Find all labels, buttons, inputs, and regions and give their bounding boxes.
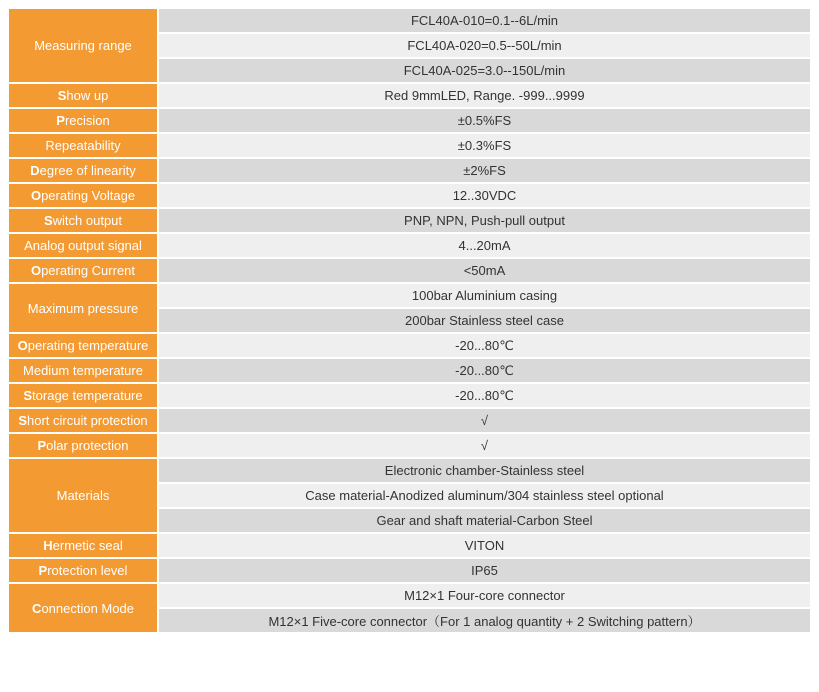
spec-row	[8, 358, 811, 383]
spec-value: ±0.3%FS	[158, 133, 811, 158]
spec-label-text: Repeatability	[45, 138, 121, 153]
spec-row	[8, 533, 811, 558]
spec-row	[8, 433, 811, 458]
spec-label-text: hort circuit protection	[27, 413, 148, 428]
spec-label-initial: S	[18, 413, 27, 428]
spec-label-text: torage temperature	[32, 388, 143, 403]
spec-row	[8, 158, 811, 183]
spec-value: FCL40A-020=0.5--50L/min	[158, 33, 811, 58]
spec-row	[8, 558, 811, 583]
spec-label	[8, 583, 158, 633]
spec-row	[8, 208, 811, 233]
spec-value: √	[158, 433, 811, 458]
spec-table-body	[8, 8, 811, 633]
spec-value: Gear and shaft material-Carbon Steel	[158, 508, 811, 533]
spec-label	[8, 558, 158, 583]
spec-row	[8, 133, 811, 158]
spec-value: 4...20mA	[158, 233, 811, 258]
spec-table	[7, 7, 812, 634]
spec-label	[8, 408, 158, 433]
spec-value: Red 9mmLED, Range. -999...9999	[158, 83, 811, 108]
spec-label-text: Analog output signal	[24, 238, 142, 253]
spec-value: 12..30VDC	[158, 183, 811, 208]
spec-label-text: Medium temperature	[23, 363, 143, 378]
spec-row	[8, 283, 811, 308]
spec-label-initial: D	[30, 163, 40, 178]
spec-row	[8, 233, 811, 258]
spec-label-text: rotection level	[47, 563, 128, 578]
spec-label-initial: H	[43, 538, 53, 553]
spec-label	[8, 233, 158, 258]
spec-value: ±0.5%FS	[158, 108, 811, 133]
spec-row	[8, 408, 811, 433]
spec-row	[8, 8, 811, 33]
spec-label-initial: O	[17, 338, 28, 353]
spec-label	[8, 133, 158, 158]
spec-label	[8, 83, 158, 108]
spec-row	[8, 108, 811, 133]
spec-value: FCL40A-010=0.1--6L/min	[158, 8, 811, 33]
spec-row	[8, 258, 811, 283]
spec-label-text: Measuring range	[34, 38, 132, 53]
spec-row	[8, 183, 811, 208]
spec-label	[8, 358, 158, 383]
spec-label-initial: P	[56, 113, 65, 128]
spec-value: M12×1 Five-core connector（For 1 analog quantity + 2 Switching pattern）	[158, 608, 811, 633]
spec-label	[8, 458, 158, 533]
spec-label	[8, 283, 158, 333]
spec-label	[8, 158, 158, 183]
spec-label-text: recision	[64, 113, 110, 128]
spec-label-initial: O	[30, 263, 42, 278]
spec-label	[8, 208, 158, 233]
spec-label-initial: C	[32, 600, 42, 616]
spec-label-text: ermetic seal	[52, 538, 123, 553]
spec-row	[8, 83, 811, 108]
spec-label	[8, 183, 158, 208]
spec-label-text: perating temperature	[27, 338, 149, 353]
spec-value: PNP, NPN, Push-pull output	[158, 208, 811, 233]
spec-label-text: perating Voltage	[41, 188, 136, 203]
spec-value: FCL40A-025=3.0--150L/min	[158, 58, 811, 83]
spec-value: <50mA	[158, 258, 811, 283]
spec-label-text: Materials	[56, 488, 110, 503]
spec-value: -20...80℃	[158, 383, 811, 408]
spec-label-text: olar protection	[46, 438, 129, 453]
spec-label-initial: S	[23, 388, 33, 403]
spec-row	[8, 383, 811, 408]
spec-value: Case material-Anodized aluminum/304 stainless steel optional	[158, 483, 811, 508]
spec-label-text: egree of linearity	[39, 163, 136, 178]
spec-row	[8, 333, 811, 358]
spec-value: IP65	[158, 558, 811, 583]
spec-label-text: Maximum pressure	[27, 300, 139, 316]
spec-label-initial: P	[37, 438, 47, 453]
spec-label-initial: P	[38, 563, 48, 578]
spec-label-text: onnection Mode	[41, 600, 134, 616]
spec-value: 200bar Stainless steel case	[158, 308, 811, 333]
spec-label	[8, 8, 158, 83]
spec-value: Electronic chamber-Stainless steel	[158, 458, 811, 483]
spec-label	[8, 533, 158, 558]
spec-label-initial: O	[30, 188, 42, 203]
spec-value: -20...80℃	[158, 333, 811, 358]
spec-value: ±2%FS	[158, 158, 811, 183]
spec-label	[8, 258, 158, 283]
spec-label	[8, 383, 158, 408]
spec-label	[8, 333, 158, 358]
spec-row	[8, 458, 811, 483]
spec-value: VITON	[158, 533, 811, 558]
spec-row	[8, 583, 811, 608]
spec-value: √	[158, 408, 811, 433]
spec-label-text: witch output	[52, 213, 123, 228]
spec-label-text: perating Current	[41, 263, 136, 278]
spec-label	[8, 433, 158, 458]
spec-label-initial: S	[43, 213, 53, 228]
spec-value: -20...80℃	[158, 358, 811, 383]
spec-label-text: how up	[66, 88, 109, 103]
spec-label	[8, 108, 158, 133]
spec-value: M12×1 Four-core connector	[158, 583, 811, 608]
spec-value: 100bar Aluminium casing	[158, 283, 811, 308]
spec-label-initial: S	[57, 88, 67, 103]
